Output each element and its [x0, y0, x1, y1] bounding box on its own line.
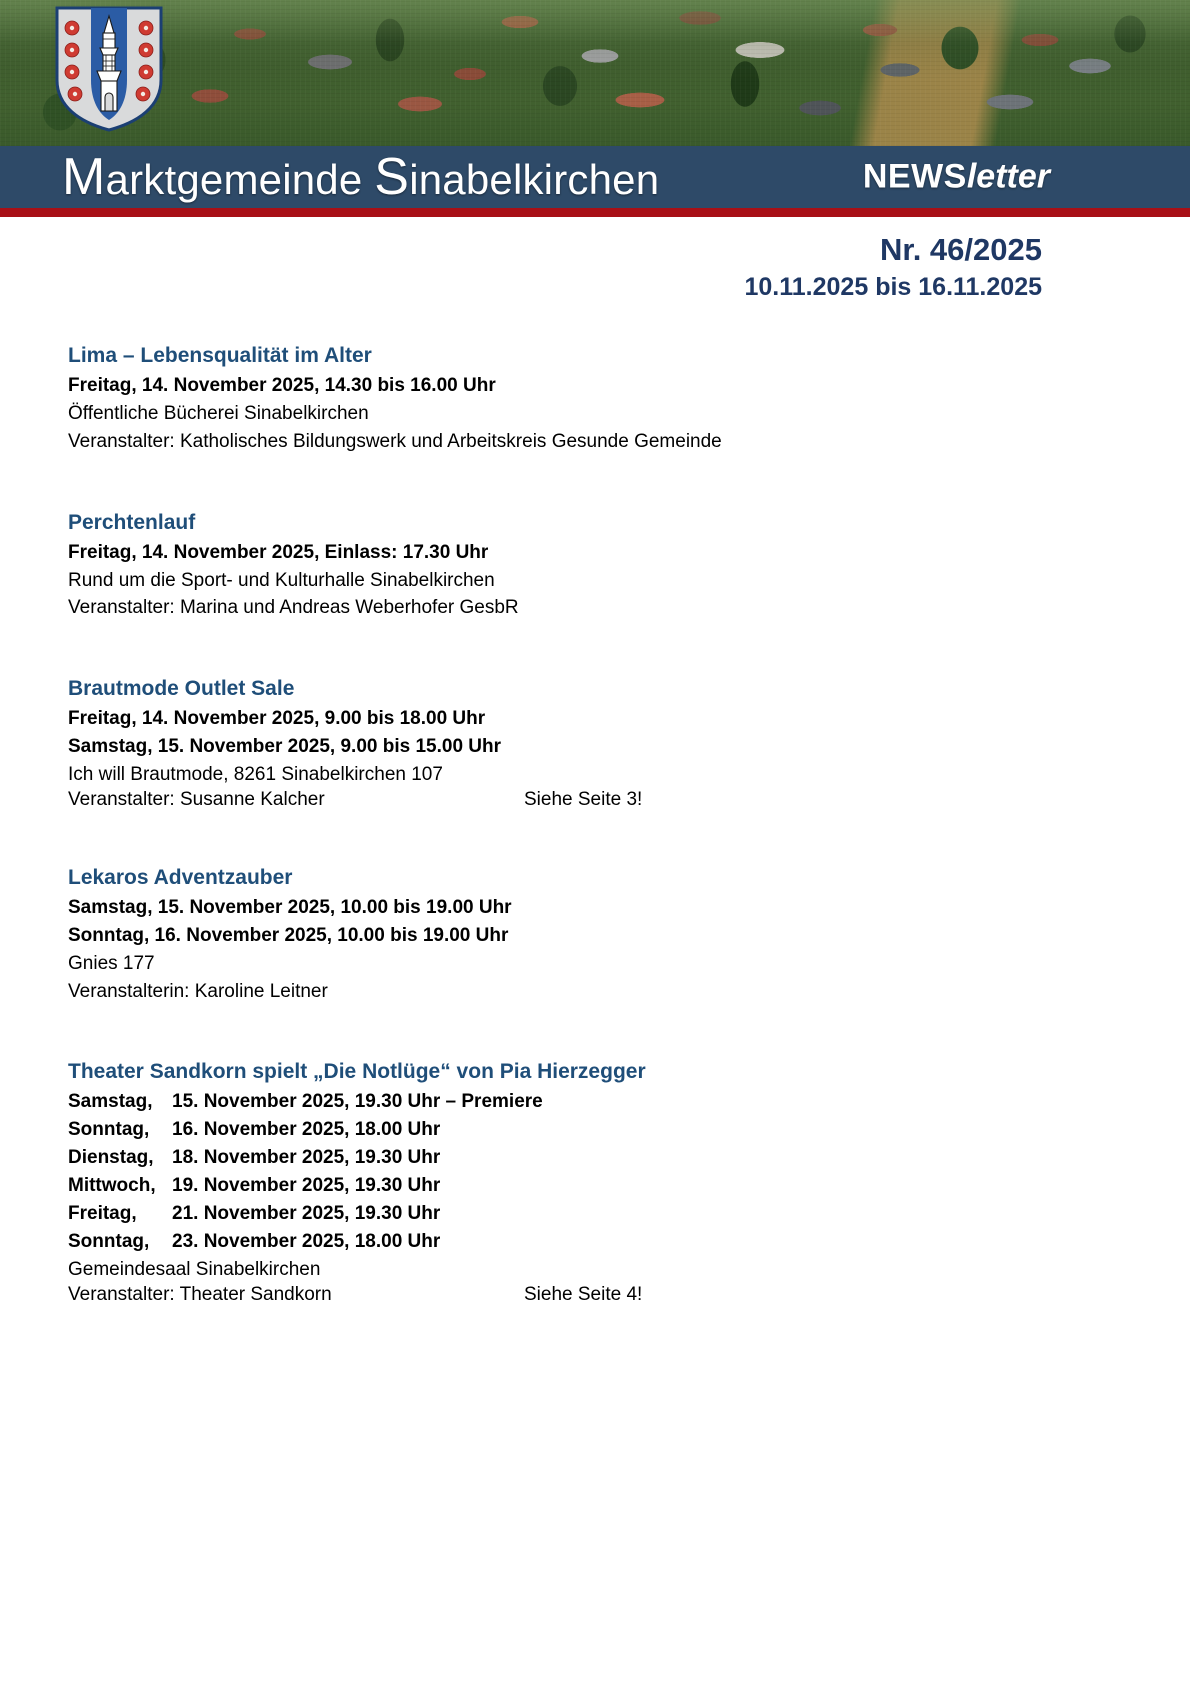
red-divider-rule — [0, 208, 1190, 217]
event-date-row — [68, 1144, 1190, 1172]
issue-number: Nr. 46/2025 — [879, 232, 1042, 267]
event-location: Ich will Brautmode, 8261 Sinabelkirchen 107 — [68, 764, 443, 786]
event-title: Lima – Lebensqualität im Alter — [68, 344, 372, 368]
event-datetime: Freitag, 14. November 2025, 9.00 bis 18.00 Uhr — [68, 708, 486, 730]
newsletter-wordmark-news: NEWS — [862, 157, 967, 196]
municipality-title-part-2: inabelkirchen — [409, 156, 660, 203]
event-date-time: 23. November 2025, 18.00 Uhr — [172, 1230, 441, 1252]
event-list — [0, 303, 1190, 1306]
event-weekday: Sonntag, — [68, 1119, 150, 1141]
newsletter-wordmark-letter: letter — [966, 157, 1050, 196]
municipality-title — [62, 147, 659, 207]
event-title: Brautmode Outlet Sale — [68, 677, 295, 701]
event-location: Gemeindesaal Sinabelkirchen — [68, 1258, 321, 1280]
event-datetime: Sonntag, 16. November 2025, 10.00 bis 19.00 Uhr — [68, 924, 509, 946]
event-date-row — [68, 1116, 1190, 1144]
photo-texture-overlay — [0, 0, 1190, 146]
event-entry — [68, 508, 1190, 623]
event-page-reference: Siehe Seite 3! — [524, 788, 643, 810]
event-location: Rund um die Sport- und Kulturhalle Sinabelkirchen — [68, 569, 495, 591]
event-datetime: Samstag, 15. November 2025, 10.00 bis 19.00 Uhr — [68, 896, 512, 918]
event-weekday: Mittwoch, — [68, 1175, 156, 1197]
event-datetime: Freitag, 14. November 2025, 14.30 bis 16.00 Uhr — [68, 375, 496, 397]
event-date-time: 15. November 2025, 19.30 Uhr – Premiere — [172, 1091, 543, 1113]
event-weekday: Dienstag, — [68, 1147, 154, 1169]
event-datetime: Samstag, 15. November 2025, 9.00 bis 15.00 Uhr — [68, 736, 502, 758]
event-footer — [68, 1284, 1190, 1306]
event-date-time: 19. November 2025, 19.30 Uhr — [172, 1175, 441, 1197]
event-weekday: Freitag, — [68, 1202, 137, 1224]
event-date-row — [68, 1172, 1190, 1200]
event-date-row — [68, 1088, 1190, 1116]
event-date-time: 16. November 2025, 18.00 Uhr — [172, 1119, 441, 1141]
event-date-time: 18. November 2025, 19.30 Uhr — [172, 1147, 441, 1169]
event-title: Perchtenlauf — [68, 510, 196, 534]
event-footer — [68, 789, 1190, 811]
event-title: Theater Sandkorn spielt „Die Notlüge“ von Pia Hierzegger — [68, 1060, 646, 1084]
event-weekday: Samstag, — [68, 1091, 153, 1113]
municipality-title-cap-m: M — [62, 148, 106, 206]
event-date-row — [68, 1200, 1190, 1228]
municipality-title-part-1: arktgemeinde — [105, 156, 375, 203]
event-entry — [68, 1057, 1190, 1305]
header-photo-banner — [0, 0, 1190, 146]
event-location: Gnies 177 — [68, 952, 155, 974]
event-datetime: Freitag, 14. November 2025, Einlass: 17.30 Uhr — [68, 541, 489, 563]
municipality-title-cap-s: S — [374, 148, 410, 206]
event-organiser: Veranstalter: Marina und Andreas Weberhofer GesbR — [68, 597, 519, 619]
event-location: Öffentliche Bücherei Sinabelkirchen — [68, 402, 369, 424]
event-organiser: Veranstalter: Theater Sandkorn — [68, 1283, 332, 1305]
masthead-title-bar — [0, 146, 1190, 208]
event-entry — [68, 863, 1190, 1006]
coat-of-arms-icon — [55, 6, 163, 132]
event-date-row — [68, 1228, 1190, 1256]
event-title: Lekaros Adventzauber — [68, 865, 293, 889]
issue-info — [0, 217, 1190, 303]
event-weekday: Sonntag, — [68, 1230, 150, 1252]
newsletter-wordmark — [863, 158, 1050, 197]
event-organiser: Veranstalter: Susanne Kalcher — [68, 788, 325, 810]
issue-date-range: 10.11.2025 bis 16.11.2025 — [744, 272, 1042, 301]
event-date-time: 21. November 2025, 19.30 Uhr — [172, 1202, 441, 1224]
event-page-reference: Siehe Seite 4! — [524, 1283, 643, 1305]
event-organiser: Veranstalterin: Karoline Leitner — [68, 980, 328, 1002]
event-entry — [68, 341, 1190, 456]
event-entry — [68, 674, 1190, 811]
event-organiser: Veranstalter: Katholisches Bildungswerk und Arbeitskreis Gesunde Gemeinde — [68, 430, 722, 452]
